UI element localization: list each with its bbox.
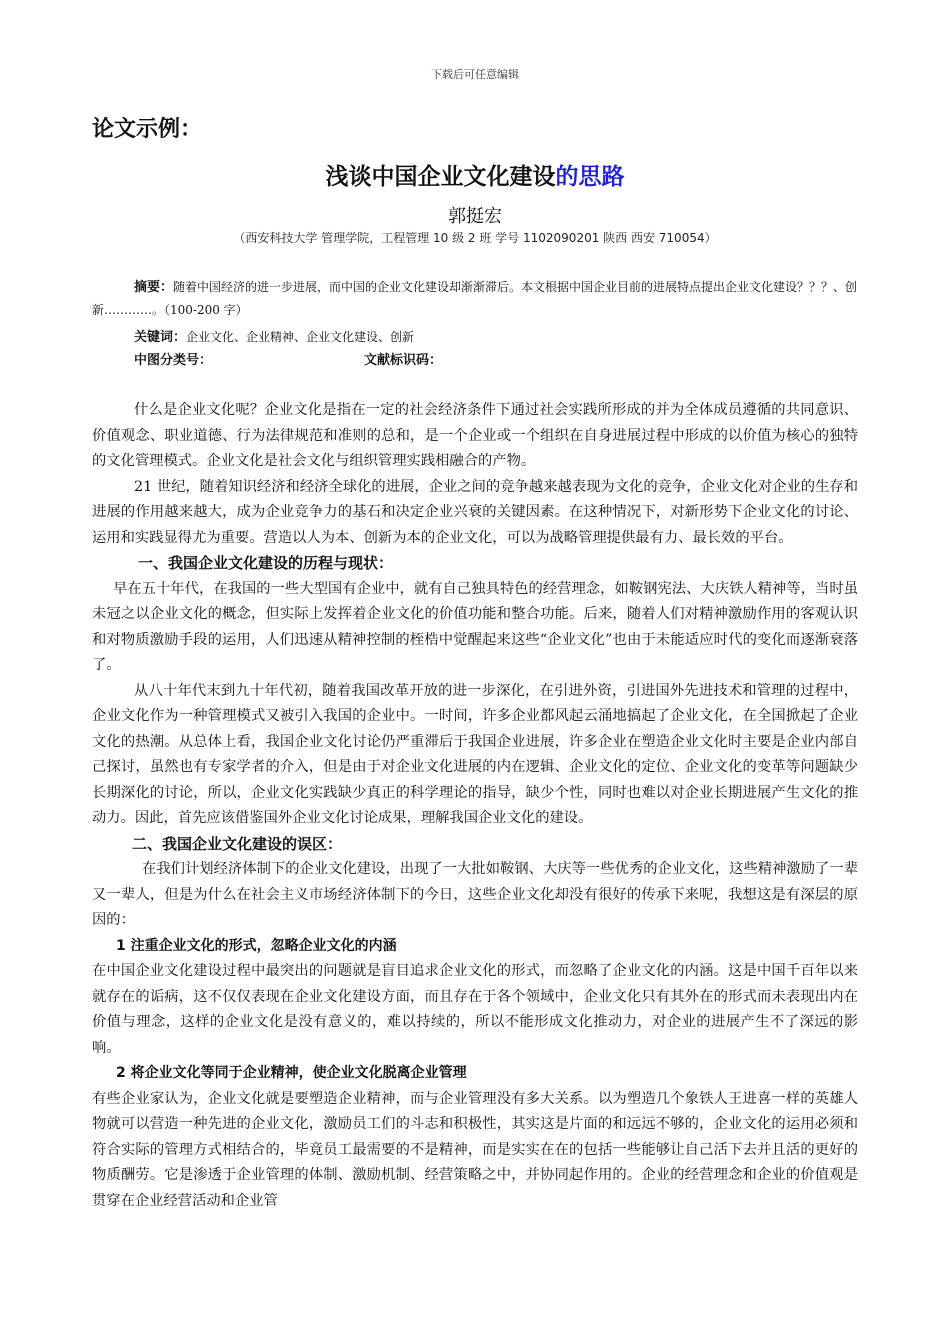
classification-row xyxy=(134,350,443,372)
author-affiliation: （西安科技大学 管理学院，工程管理 10 级 2 班 学号 1102090201 陕西 西安 710054） xyxy=(233,231,717,245)
paper-title-highlight: 的思路 xyxy=(555,164,625,190)
keywords-text: 企业文化、企业精神、企业文化建设、创新 xyxy=(186,330,415,344)
doc-code-label: 文献标识码： xyxy=(364,353,443,368)
subsection-heading: 1 注重企业文化的形式，忽略企业文化的内涵 xyxy=(116,937,397,954)
author-name: 郭挺宏 xyxy=(448,206,502,227)
body-text xyxy=(92,398,858,1214)
class-number-label: 中图分类号： xyxy=(134,353,213,368)
keywords-label: 关键词： xyxy=(134,330,187,345)
keywords xyxy=(134,326,414,349)
paragraph: 什么是企业文化呢？企业文化是指在一定的社会经济条件下通过社会实践所形成的并为全体成员遵循的共同意识、价值观念、职业道德、行为法律规范和准则的总和，是一个企业或一个组织在自身进展过程中形成的以价值为核心的独特的文化管理模式。企业文化是社会文化与组织管理实践相融合的产物。 xyxy=(92,402,858,469)
header-note: 下载后可任意编辑 xyxy=(431,68,519,81)
section-heading: 一、我国企业文化建设的历程与现状： xyxy=(138,554,394,572)
subsection-heading: 2 将企业文化等同于企业精神，使企业文化脱离企业管理 xyxy=(116,1065,467,1081)
paragraph: 在中国企业文化建设过程中最突出的问题就是盲目追求企业文化的形式，而忽略了企业文化的内涵。这是中国千百年以来就存在的诟病，这不仅仅表现在企业文化建设方面，而且存在于各个领域中，企业文化只有其外在的形式而未表现出内在价值与理念，这样的企业文化是没有意义的，难以持续的，所以不能形成文化推动力，对企业的进展产生不了深远的影响。 xyxy=(92,963,858,1056)
paragraph: 早在五十年代，在我国的一些大型国有企业中，就有自己独具特色的经营理念，如鞍钢宪法、大庆铁人精神等，当时虽未冠之以企业文化的概念，但实际上发挥着企业文化的价值功能和整合功能。后来，随着人们对精神激励作用的客观认识和对物质激励手段的运用，人们迅速从精神控制的桎梏中觉醒起来这些“企业文化”也由于未能适应时代的变化而逐渐衰落了。 xyxy=(92,580,858,673)
paper-title-main: 浅谈中国企业文化建设 xyxy=(325,164,556,190)
paper-title xyxy=(0,158,950,191)
abstract xyxy=(92,276,858,321)
section-heading: 二、我国企业文化建设的误区： xyxy=(132,834,343,853)
paragraph: 21 世纪，随着知识经济和经济全球化的进展，企业之间的竞争越来越表现为文化的竞争，企业文化对企业的生存和进展的作用越来越大，成为企业竞争力的基石和决定企业兴衰的关键因素。在这种情况下，对新形势下企业文化的讨论、运用和实践显得尤为重要。营造以人为本、创新为本的企业文化，可以为战略管理提供最有力、最长效的平台。 xyxy=(92,478,858,546)
paragraph: 在我们计划经济体制下的企业文化建设，出现了一大批如鞍钢、大庆等一些优秀的企业文化，这些精神激励了一辈又一辈人，但是为什么在社会主义市场经济体制下的今日，这些企业文化却没有很好的传承下来呢，我想这是有深层的原因的： xyxy=(92,861,858,928)
paragraph: 从八十年代末到九十年代初，随着我国改革开放的进一步深化，在引进外资，引进国外先进技术和管理的过程中，企业文化作为一种管理模式又被引入我国的企业中。一时间，许多企业都风起云涌地搞起了企业文化，在全国掀起了企业文化的热潮。从总体上看，我国企业文化讨论仍严重滞后于我国企业进展，许多企业在塑造企业文化时主要是企业内部自己探讨，虽然也有专家学者的介入，但是由于对企业文化进展的内在逻辑、企业文化的定位、企业文化的变革等问题缺少长期深化的讨论，所以，企业文化实践缺少真正的科学理论的指导，缺少个性，同时也难以对企业长期进展产生文化的推动力。因此，首先应该借鉴国外企业文化讨论成果，理解我国企业文化的建设。 xyxy=(92,682,858,826)
example-label: 论文示例： xyxy=(92,117,203,142)
paragraph: 有些企业家认为，企业文化就是要塑造企业精神，而与企业管理没有多大关系。以为塑造几个象铁人王进喜一样的英雄人物就可以营造一种先进的企业文化，激励员工们的斗志和积极性，其实这是片面的和远远不够的，企业文化的运用必须和符合实际的管理方式相结合的，毕竟员工最需要的不是精神，而是实实在在的包括一些能够让自己活下去并且活的更好的物质酬劳。它是渗透于企业管理的体制、激励机制、经营策略之中，并协同起作用的。企业的经营理念和企业的价值观是贯穿在企业经营活动和企业管 xyxy=(92,1090,858,1209)
abstract-label: 摘要： xyxy=(134,280,174,295)
abstract-text: 随着中国经济的进一步进展，而中国的企业文化建设却渐渐滞后。本文根据中国企业目前的进展特点提出企业文化建设？？？、创新…………。（100-200 字） xyxy=(92,280,858,317)
